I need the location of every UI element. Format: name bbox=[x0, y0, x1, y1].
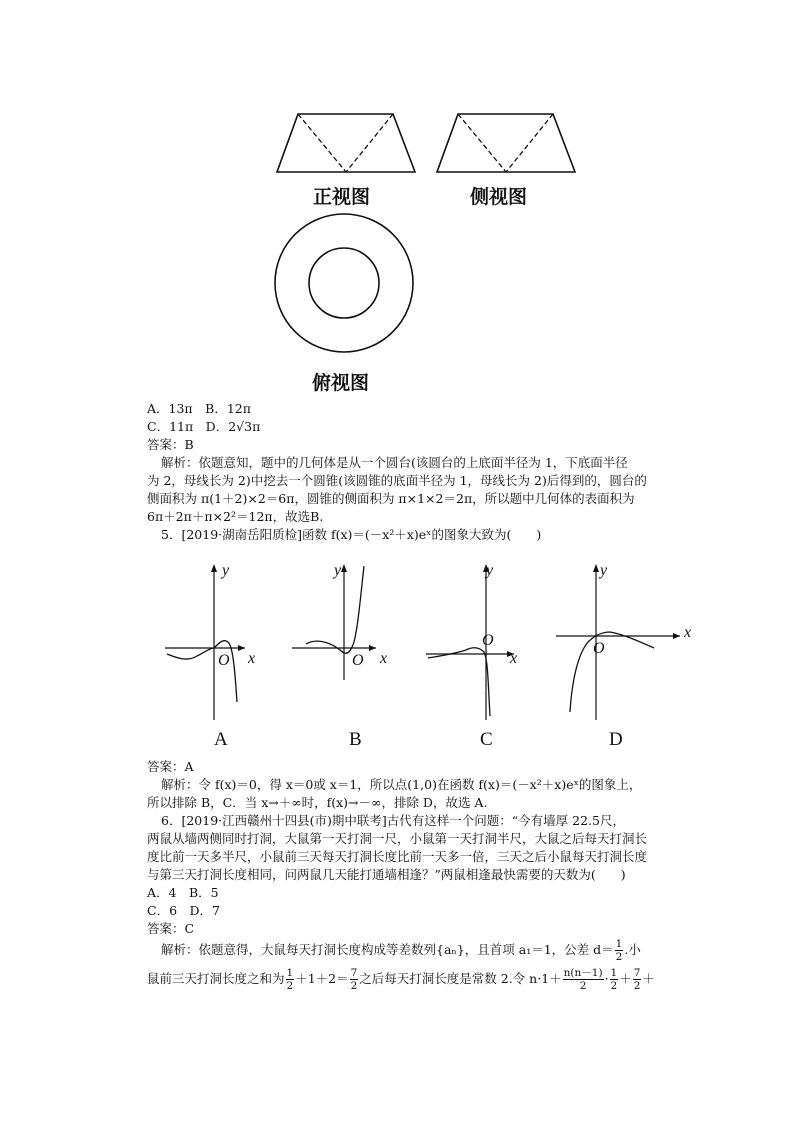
side-view-label: 侧视图 bbox=[470, 186, 528, 208]
graph-c-y-label: y bbox=[486, 562, 494, 579]
q6-stem-line-3: 度比前一天多半尺，小鼠前三天每天打洞长度比前一天多一倍，三天之后小鼠每天打洞长度 bbox=[147, 849, 648, 864]
q4-options-cd: C．11π D．2√3π bbox=[147, 419, 261, 434]
graph-a-y-label: y bbox=[222, 562, 230, 579]
q6-analysis-text-2a: 鼠前三天打洞长度之和为 bbox=[147, 971, 285, 986]
fraction-denominator: 2 bbox=[579, 980, 587, 992]
fraction-denominator: 2 bbox=[286, 980, 294, 992]
graph-b-y-label: y bbox=[334, 562, 342, 579]
q6-analysis-text-2d: · bbox=[604, 971, 609, 986]
fraction-numerator: 1 bbox=[615, 938, 623, 950]
fraction-numerator: 7 bbox=[633, 967, 641, 979]
graph-b-letter: B bbox=[349, 729, 362, 750]
fraction-numerator: n(n－1) bbox=[563, 967, 603, 979]
q6-analysis-text-2e: ＋ bbox=[619, 971, 632, 986]
q6-stem-line-1: 6．[2019·江西赣州十四县(市)期中联考]古代有这样一个问题：“今有墙厚 22.5尺， bbox=[161, 813, 625, 828]
graph-d-letter: D bbox=[609, 729, 623, 750]
q4-analysis-line-1: 解析：依题意知，题中的几何体是从一个圆台(该圆台的上底面半径为 1，下底面半径 bbox=[161, 455, 628, 470]
graph-c-origin: O bbox=[482, 632, 494, 649]
fraction-denominator: 2 bbox=[610, 980, 618, 992]
fraction-numerator: 1 bbox=[286, 967, 294, 979]
q6-stem-line-2: 两鼠从墙两侧同时打洞，大鼠第一天打洞一尺，小鼠第一天打洞半尺，大鼠之后每天打洞长 bbox=[147, 831, 648, 846]
q4-answer: 答案：B bbox=[147, 437, 194, 452]
q5-analysis-line-1: 解析：令 f(x)＝0，得 x＝0或 x＝1，所以点(1,0)在函数 f(x)＝(－x²＋x)eˣ的图象上， bbox=[161, 777, 642, 792]
q6-options-ab: A．4 B．5 bbox=[147, 885, 219, 900]
graph-b bbox=[292, 562, 392, 682]
q4-analysis-line-4: 6π＋2π＋π×2²＝12π，故选B. bbox=[147, 509, 324, 524]
graph-a-origin: O bbox=[218, 652, 230, 669]
top-view-figure bbox=[274, 212, 414, 354]
q6-answer: 答案：C bbox=[147, 921, 195, 936]
graph-a-letter: A bbox=[214, 729, 228, 750]
graph-d-y-label: y bbox=[600, 562, 608, 579]
q5-analysis-line-2: 所以排除 B，C．当 x→＋∞时，f(x)→－∞，排除 D，故选 A. bbox=[147, 795, 488, 810]
q6-analysis-tail-1: . bbox=[624, 942, 629, 957]
q6-analysis-line-2 bbox=[147, 962, 655, 996]
q6-analysis-text-2b: ＋1＋2＝ bbox=[295, 971, 349, 986]
q6-stem-line-4: 与第三天打洞长度相同，问两鼠几天能打通墙相逢？”两鼠相逢最快需要的天数为( ) bbox=[147, 867, 626, 882]
fraction-one-half bbox=[615, 938, 624, 963]
side-view-figure bbox=[436, 112, 576, 174]
fraction-denominator: 2 bbox=[615, 951, 623, 963]
graph-a-x-label: x bbox=[248, 650, 256, 667]
graph-c-letter: C bbox=[480, 729, 493, 750]
graph-b-origin: O bbox=[352, 652, 364, 669]
q6-analysis-text-1: 解析：依题意得，大鼠每天打洞长度构成等差数列{aₙ}，且首项 a₁＝1，公差 d＝ bbox=[161, 942, 614, 957]
top-view-label: 俯视图 bbox=[312, 372, 370, 394]
fraction-seven-halves-b bbox=[633, 967, 642, 992]
q5-answer: 答案：A bbox=[147, 759, 194, 774]
graph-d-origin: O bbox=[593, 640, 605, 657]
graph-c-x-label: x bbox=[510, 650, 518, 667]
graph-d bbox=[556, 562, 686, 722]
fraction-numerator: 1 bbox=[610, 967, 618, 979]
fraction-seven-halves bbox=[350, 967, 359, 992]
q4-options-ab: A．13π B．12π bbox=[147, 401, 251, 416]
fraction-one-half-c bbox=[610, 967, 619, 992]
fraction-denominator: 2 bbox=[633, 980, 641, 992]
graph-d-x-label: x bbox=[684, 624, 692, 641]
q6-analysis-text-2c: 之后每天打洞长度是常数 2.令 n·1＋ bbox=[359, 971, 562, 986]
q6-analysis-word-small: 小 bbox=[628, 942, 641, 957]
q6-analysis-line-1 bbox=[161, 936, 641, 964]
front-view-label: 正视图 bbox=[313, 186, 371, 208]
q6-analysis-text-2f: ＋ bbox=[642, 971, 655, 986]
q6-options-cd: C．6 D．7 bbox=[147, 903, 220, 918]
q4-analysis-line-2: 为 2，母线长为 2)中挖去一个圆锥(该圆锥的底面半径为 1，母线长为 2)后得到的，圆台的 bbox=[147, 473, 647, 488]
fraction-numerator: 7 bbox=[350, 967, 358, 979]
q4-analysis-line-3: 侧面积为 π(1＋2)×2＝6π，圆锥的侧面积为 π×1×2＝2π，所以题中几何体的表面积为 bbox=[147, 491, 635, 506]
graph-b-x-label: x bbox=[380, 650, 388, 667]
fraction-n-n-minus-1 bbox=[563, 967, 604, 992]
q5-stem: 5．[2019·湖南岳阳质检]函数 f(x)＝(－x²＋x)eˣ的图象大致为( ) bbox=[161, 527, 542, 542]
fraction-denominator: 2 bbox=[350, 980, 358, 992]
front-view-figure bbox=[276, 112, 416, 174]
graph-a bbox=[165, 562, 265, 722]
graph-c bbox=[426, 562, 526, 722]
fraction-one-half-b bbox=[286, 967, 295, 992]
